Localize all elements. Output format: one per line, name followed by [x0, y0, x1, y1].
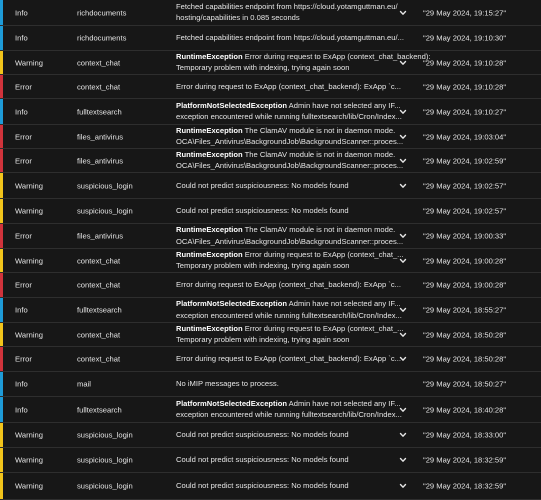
log-timestamp: "29 May 2024, 19:00:28" [423, 280, 507, 290]
log-message [176, 32, 404, 44]
log-message [176, 81, 401, 93]
log-row[interactable] [0, 26, 541, 51]
log-app: context_chat [77, 330, 121, 339]
log-row[interactable] [0, 347, 541, 372]
level-indicator [0, 323, 3, 346]
log-message [176, 480, 394, 492]
log-level: Error [15, 82, 32, 91]
log-row[interactable] [0, 173, 541, 199]
log-message-line: Error during request to ExApp (context_chat_backend): ExApp `c... [176, 81, 401, 91]
log-message [176, 125, 404, 149]
log-message [176, 51, 431, 75]
log-level: Warning [15, 455, 43, 465]
chevron-down-icon[interactable] [398, 231, 408, 241]
exception-name: RuntimeException [176, 323, 243, 333]
log-app: context_chat [77, 82, 121, 91]
log-row[interactable] [0, 372, 541, 397]
log-app: richdocuments [77, 8, 127, 17]
chevron-down-icon[interactable] [398, 156, 408, 166]
log-message [176, 224, 404, 248]
log-timestamp: "29 May 2024, 18:50:28" [423, 330, 507, 339]
log-message [176, 279, 401, 291]
log-timestamp: "29 May 2024, 19:02:57" [423, 206, 507, 216]
log-message [176, 353, 401, 365]
log-message [176, 429, 394, 441]
log-message-line: No iMIP messages to process. [176, 379, 279, 389]
exception-name: PlatformNotSelectedException [176, 299, 287, 309]
log-timestamp: "29 May 2024, 19:02:57" [423, 181, 507, 190]
log-message-line: RuntimeException Error during request to ExApp (context_chat_... [176, 249, 404, 259]
log-app: context_chat [77, 280, 121, 290]
log-timestamp: "29 May 2024, 19:03:04" [423, 132, 507, 141]
chevron-down-icon[interactable] [398, 58, 408, 68]
log-row[interactable] [0, 224, 541, 249]
log-message-line: OCA\Files_Antivirus\BackgroundJob\BackgroundScanner::proces... [176, 237, 404, 246]
log-app: files_antivirus [77, 156, 124, 165]
log-app: mail [77, 379, 91, 389]
log-row[interactable] [0, 75, 541, 99]
log-message-line: exception encountered while running fulltextsearch/lib/Cron/Index... [176, 410, 402, 420]
log-level: Error [15, 280, 32, 290]
exception-name: RuntimeException [176, 249, 243, 259]
log-message-line: RuntimeException The ClamAV module is not in daemon mode. [176, 149, 396, 159]
level-indicator [0, 298, 3, 322]
log-message-line: hosting/capabilities in 0.085 seconds [176, 13, 300, 23]
log-timestamp: "29 May 2024, 19:00:28" [423, 256, 507, 265]
log-message [176, 180, 394, 192]
chevron-down-icon[interactable] [398, 330, 408, 340]
log-app: suspicious_login [77, 481, 133, 491]
level-indicator [0, 26, 3, 50]
log-level: Info [15, 379, 28, 389]
log-message-line: RuntimeException The ClamAV module is not in daemon mode. [176, 225, 396, 235]
log-app: suspicious_login [77, 206, 133, 216]
level-indicator [0, 149, 3, 172]
log-message-line: Could not predict suspiciousness: No models found [176, 455, 349, 465]
log-app: files_antivirus [77, 132, 124, 141]
log-timestamp: "29 May 2024, 18:50:27" [423, 379, 507, 389]
log-level: Warning [15, 481, 43, 491]
log-message-line: Fetched capabilities endpoint from https://cloud.yotamguttman.eu/ [176, 1, 398, 11]
log-level: Info [15, 405, 28, 414]
log-message-line: Could not predict suspiciousness: No models found [176, 481, 349, 491]
level-indicator [0, 423, 3, 447]
chevron-down-icon[interactable] [398, 107, 408, 117]
level-indicator [0, 0, 3, 25]
log-level: Warning [15, 206, 43, 216]
chevron-down-icon[interactable] [398, 181, 408, 191]
level-indicator [0, 125, 3, 148]
log-message-line: OCA\Files_Antivirus\BackgroundJob\BackgroundScanner::proces... [176, 137, 404, 147]
log-timestamp: "29 May 2024, 19:10:28" [423, 82, 507, 91]
log-row[interactable] [0, 397, 541, 423]
log-row[interactable] [0, 448, 541, 473]
level-indicator [0, 75, 3, 98]
log-timestamp: "29 May 2024, 18:32:59" [423, 481, 507, 491]
log-timestamp: "29 May 2024, 19:10:27" [423, 107, 507, 116]
log-app: context_chat [77, 58, 121, 67]
log-level: Info [15, 107, 28, 116]
log-level: Warning [15, 430, 43, 440]
log-level: Error [15, 231, 32, 241]
log-row[interactable] [0, 149, 541, 173]
log-timestamp: "29 May 2024, 19:02:59" [423, 156, 507, 165]
exception-name: RuntimeException [176, 125, 243, 135]
log-message-line: exception encountered while running fulltextsearch/lib/Cron/Index... [176, 112, 402, 122]
log-message [176, 100, 402, 124]
log-message-line: Could not predict suspiciousness: No models found [176, 180, 349, 190]
log-row[interactable] [0, 0, 541, 26]
log-message [176, 205, 394, 217]
log-message-line: OCA\Files_Antivirus\BackgroundJob\BackgroundScanner::proces... [176, 161, 404, 171]
log-message-line: Temporary problem with indexing, trying again soon [176, 63, 350, 73]
log-message-line: PlatformNotSelectedException Admin have not selected any IF... [176, 299, 401, 309]
log-message-line: Error during request to ExApp (context_chat_backend): ExApp `c... [176, 354, 401, 364]
level-indicator [0, 473, 3, 499]
log-row[interactable] [0, 249, 541, 273]
level-indicator [0, 347, 3, 371]
log-level: Error [15, 156, 32, 165]
log-app: suspicious_login [77, 430, 133, 440]
log-timestamp: "29 May 2024, 19:10:30" [423, 33, 507, 43]
level-indicator [0, 51, 3, 74]
log-message [176, 298, 402, 322]
log-message-line: Temporary problem with indexing, trying again soon [176, 261, 350, 271]
log-app: suspicious_login [77, 455, 133, 465]
log-level: Warning [15, 330, 43, 339]
chevron-down-icon[interactable] [398, 305, 408, 315]
log-message [176, 378, 394, 390]
log-message [176, 323, 404, 347]
log-app: suspicious_login [77, 181, 133, 190]
exception-name: PlatformNotSelectedException [176, 398, 287, 408]
chevron-down-icon[interactable] [398, 481, 408, 491]
exception-name: RuntimeException [176, 149, 243, 159]
log-level: Info [15, 305, 28, 315]
log-app: context_chat [77, 354, 121, 364]
log-timestamp: "29 May 2024, 18:32:59" [423, 455, 507, 465]
level-indicator [0, 448, 3, 472]
log-row[interactable] [0, 298, 541, 323]
log-message [176, 454, 394, 466]
chevron-down-icon[interactable] [398, 132, 408, 142]
log-row[interactable] [0, 473, 541, 500]
log-row[interactable] [0, 125, 541, 149]
log-message-line: RuntimeException The ClamAV module is not in daemon mode. [176, 125, 396, 135]
log-message-line: RuntimeException Error during request to ExApp (context_chat_... [176, 323, 404, 333]
log-app: richdocuments [77, 33, 127, 43]
log-row[interactable] [0, 51, 541, 75]
log-row[interactable] [0, 273, 541, 298]
log-message-line: Error during request to ExApp (context_chat_backend): ExApp `c... [176, 280, 401, 290]
level-indicator [0, 273, 3, 297]
log-message [176, 249, 404, 273]
log-timestamp: "29 May 2024, 19:00:33" [423, 231, 507, 241]
level-indicator [0, 99, 3, 124]
log-message [176, 149, 404, 173]
log-message [176, 398, 402, 422]
log-message-line: Could not predict suspiciousness: No models found [176, 430, 349, 440]
log-timestamp: "29 May 2024, 18:33:00" [423, 430, 507, 440]
log-message [176, 1, 398, 25]
level-indicator [0, 249, 3, 272]
chevron-down-icon[interactable] [398, 430, 408, 440]
level-indicator [0, 372, 3, 396]
log-row[interactable] [0, 199, 541, 224]
log-app: files_antivirus [77, 231, 124, 241]
log-message-line: PlatformNotSelectedException Admin have not selected any IF... [176, 100, 401, 110]
chevron-down-icon[interactable] [398, 256, 408, 266]
log-message-line: Could not predict suspiciousness: No models found [176, 206, 349, 216]
log-level: Info [15, 33, 28, 43]
log-message-line: PlatformNotSelectedException Admin have not selected any IF... [176, 398, 401, 408]
level-indicator [0, 199, 3, 223]
log-timestamp: "29 May 2024, 18:40:28" [423, 405, 507, 414]
log-row[interactable] [0, 99, 541, 125]
log-timestamp: "29 May 2024, 18:50:28" [423, 354, 507, 364]
chevron-down-icon[interactable] [398, 8, 408, 18]
log-message-line: Temporary problem with indexing, trying again soon [176, 335, 350, 345]
chevron-down-icon[interactable] [398, 354, 408, 364]
log-level: Warning [15, 256, 43, 265]
chevron-down-icon[interactable] [398, 455, 408, 465]
log-app: fulltextsearch [77, 107, 122, 116]
log-timestamp: "29 May 2024, 19:15:27" [423, 8, 507, 17]
log-level: Error [15, 132, 32, 141]
chevron-down-icon[interactable] [398, 405, 408, 415]
log-message-line: exception encountered while running fulltextsearch/lib/Cron/Index... [176, 311, 402, 320]
log-level: Error [15, 354, 32, 364]
level-indicator [0, 173, 3, 198]
log-level: Warning [15, 58, 43, 67]
log-app: fulltextsearch [77, 405, 122, 414]
level-indicator [0, 224, 3, 248]
log-level: Warning [15, 181, 43, 190]
log-timestamp: "29 May 2024, 18:55:27" [423, 305, 507, 315]
exception-name: RuntimeException [176, 225, 243, 235]
log-message-line: Fetched capabilities endpoint from https://cloud.yotamguttman.eu/... [176, 33, 404, 43]
exception-name: PlatformNotSelectedException [176, 100, 287, 110]
log-row[interactable] [0, 323, 541, 347]
exception-name: RuntimeException [176, 51, 243, 61]
level-indicator [0, 397, 3, 422]
log-timestamp: "29 May 2024, 19:10:28" [423, 58, 507, 67]
log-app: context_chat [77, 256, 121, 265]
log-app: fulltextsearch [77, 305, 122, 315]
log-level: Info [15, 8, 28, 17]
log-row[interactable] [0, 423, 541, 448]
log-message-line: RuntimeException Error during request to ExApp (context_chat_backend): [176, 51, 431, 61]
